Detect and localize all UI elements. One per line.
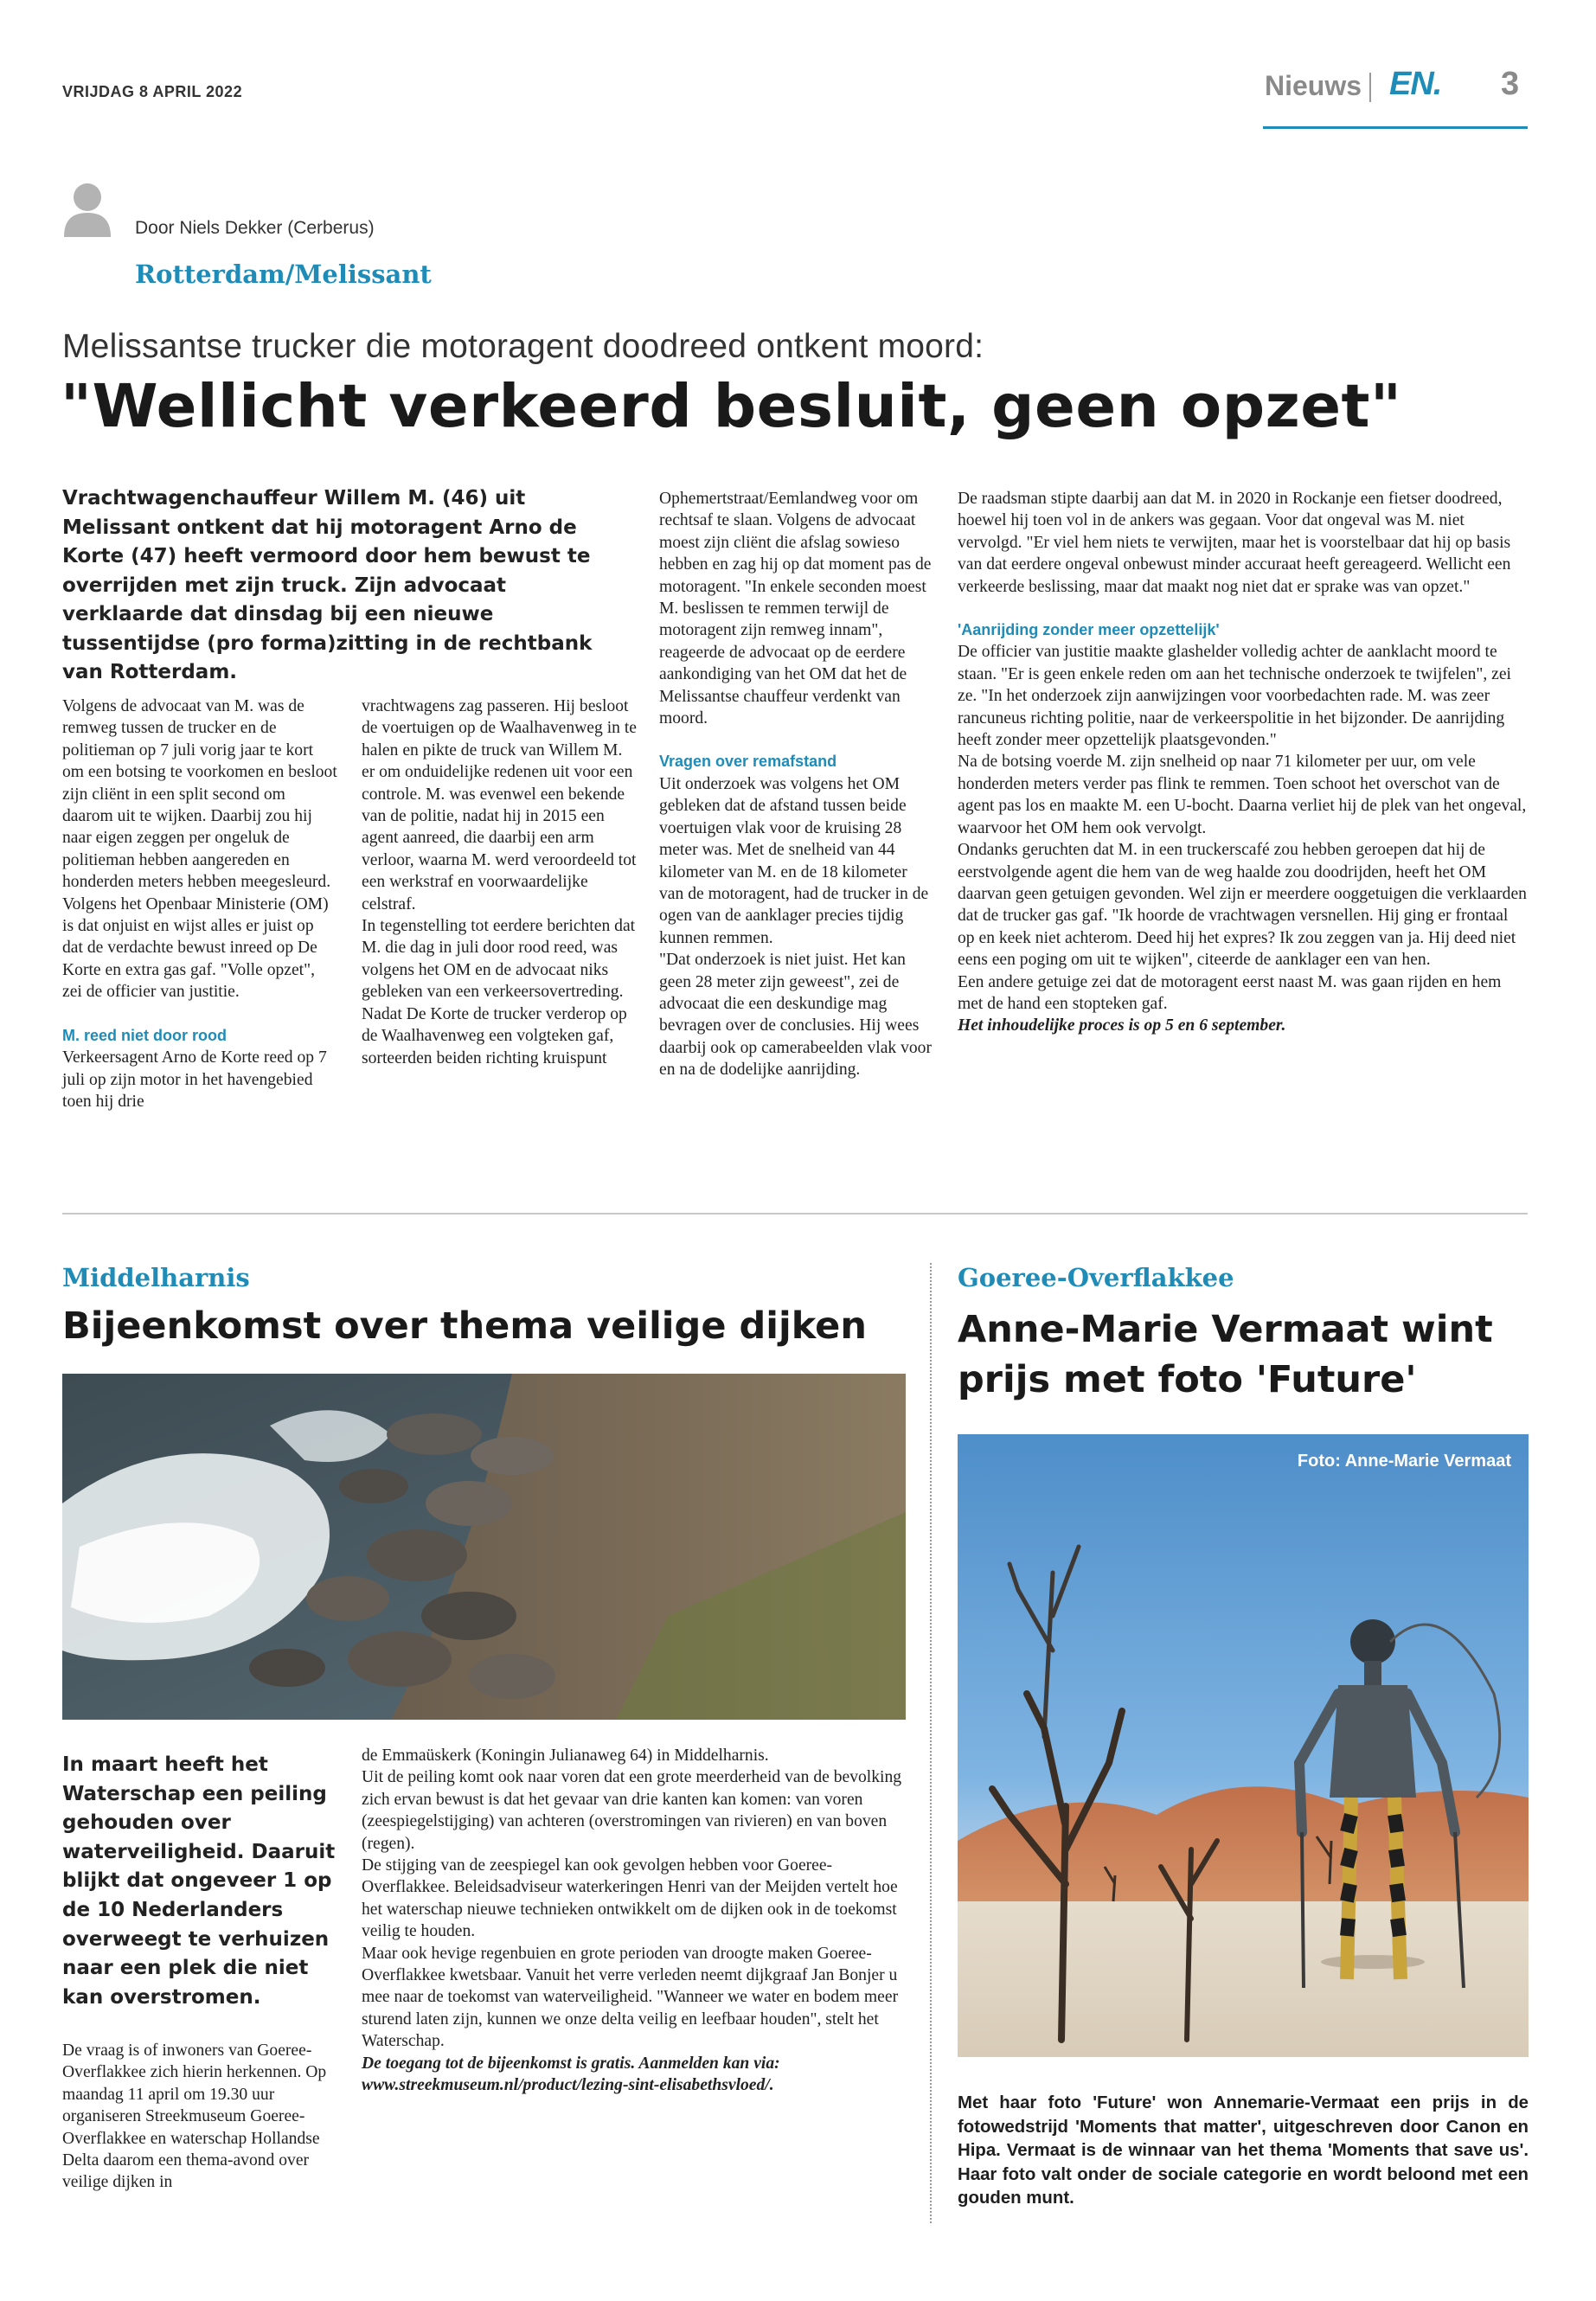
photo-credit: Foto: Anne-Marie Vermaat bbox=[1297, 1452, 1511, 1471]
article-column-3 bbox=[659, 488, 934, 1081]
section-divider-rule bbox=[62, 1213, 1528, 1215]
author-byline: Door Niels Dekker (Cerberus) bbox=[135, 218, 375, 238]
paragraph: vrachtwagens zag passeren. Hij besloot de voertuigen op de Waalhavenweg in te halen en pikte de truck van Willem M. er om onduidelijke redenen uit voor een controle. M. was evenwel een bekende van de politie, nadat hij in 2015 een agent aanreed, die daarbij een arm verloor, waarna M. werd veroordeeld tot een werkstraf en voorwaardelijke celstraf. bbox=[362, 697, 637, 913]
paragraph: Uit de peiling komt ook naar voren dat een grote meerderheid van de bevolking zich ervan bewust is dat het gevaar van drie kanten kan komen: van voren (zeespiegelstijging) van achteren (overstromingen van rivieren) en van boven (regen). bbox=[362, 1768, 902, 1853]
foto-headline bbox=[958, 1304, 1493, 1405]
foto-headline-line-1: Anne-Marie Vermaat wint bbox=[958, 1308, 1493, 1351]
paragraph: De officier van justitie maakte glashelder volledig achter de aanklacht moord te staan. "Er is geen enkele reden om aan het technische onderzoek te twijfelen", zei ze. "In het onderzoek zijn aanwijzingen voor voorbedachten rade. M. was zeer rancuneus richting politie, naar de verkeerspolitie in het bijzonder. De aanrijding heeft zonder meer opzettelijk plaatsgevonden." bbox=[958, 643, 1511, 750]
brand-logo: EN. bbox=[1389, 66, 1442, 102]
dijken-column-2 bbox=[362, 1745, 907, 2097]
photo-caption: Met haar foto 'Future' won Annemarie-Vermaat een prijs in de fotowedstrijd 'Moments that matter', uitgeschreven door Canon en Hipa. Vermaat is de winnaar van het thema 'Moments that save us'. Haar foto valt onder de sociale categorie en wordt beloond met een gouden munt. bbox=[958, 2093, 1529, 2208]
subheading: Vragen over remafstand bbox=[659, 753, 837, 771]
closing-note[interactable]: De toegang tot de bijeenkomst is gratis. Aanmelden kan via: www.streekmuseum.nl/product/lezing-sint-elisabethsvloed/. bbox=[362, 2054, 780, 2095]
article-kicker: Melissantse trucker die motoragent doodreed ontkent moord: bbox=[62, 328, 984, 365]
foto-location: Goeree-Overflakkee bbox=[958, 1263, 1234, 1292]
column-divider-dotted bbox=[930, 1263, 932, 2223]
paragraph: In tegenstelling tot eerdere berichten dat M. die dag in juli door rood reed, was volgens het OM en de advocaat niks gebleken van een verkeersovertreding. bbox=[362, 917, 636, 1002]
dijken-column-1 bbox=[62, 2040, 337, 2194]
paragraph: Uit onderzoek was volgens het OM gebleken dat de afstand tussen beide voertuigen vlak voor de kruising 28 meter was. Met de snelheid van 44 kilometer van M. en de 18 kilometer van de motoragent, had de trucker in de ogen van de aanklager precies tijdig kunnen remmen. bbox=[659, 774, 929, 947]
author-avatar bbox=[62, 180, 112, 237]
paragraph: Volgens de advocaat van M. was de remweg tussen de trucker en de politieman op 7 juli vorig jaar te kort om een botsing te voorkomen en besloot zijn cliënt in een split second om daarom uit te wijken. Daarbij zou hij naar eigen zeggen per ongeluk de politieman hebben aangereden en honderden meters hebben meegesleurd. bbox=[62, 697, 337, 892]
paragraph: Volgens het Openbaar Ministerie (OM) is dat onjuist en wijst alles er juist op dat de verdachte bewust inreed op De Korte en extra gas gaf. "Volle opzet", zei de officier van justitie. bbox=[62, 894, 329, 1002]
dike-photo bbox=[62, 1374, 906, 1720]
dike-photo-image bbox=[62, 1374, 906, 1720]
paragraph: Nadat De Korte de trucker verderop op de Waalhavenweg een volgteken gaf, sorteerden beiden richting kruispunt bbox=[362, 1004, 627, 1067]
closing-note: Het inhoudelijke proces is op 5 en 6 september. bbox=[958, 1016, 1286, 1035]
article-headline: "Wellicht verkeerd besluit, geen opzet" bbox=[61, 372, 1402, 441]
paragraph: de Emmaüskerk (Koningin Julianaweg 64) in Middelharnis. bbox=[362, 1747, 769, 1765]
paragraph: Maar ook hevige regenbuien en grote perioden van droogte maken Goeree-Overflakkee kwetsbaar. Vanuit het verre verleden neemt dijkgraaf Jan Bonjer u mee naar de toekomst van waterveiligheid. "Wanneer we water en bodem meer sturend laten zijn, kunnen we onze delta veilig en leefbaar houden", stelt het Waterschap. bbox=[362, 1944, 899, 2051]
article-column-2 bbox=[362, 695, 637, 1069]
foto-headline-line-2: prijs met foto 'Future' bbox=[958, 1358, 1417, 1401]
section-label: Nieuws bbox=[1265, 70, 1362, 101]
article-column-1 bbox=[62, 695, 337, 1112]
dijken-lead: In maart heeft het Waterschap een peiling gehouden over waterveiligheid. Daaruit blijkt dat ongeveer 1 op de 10 Nederlanders overweegt te verhuizen naar een plek die niet kan overstromen. bbox=[62, 1753, 336, 2009]
header-rule bbox=[1263, 126, 1528, 129]
person-icon bbox=[62, 180, 112, 237]
subheading: 'Aanrijding zonder meer opzettelijk' bbox=[958, 621, 1220, 639]
section-divider bbox=[1369, 73, 1371, 102]
article-lead: Vrachtwagenchauffeur Willem M. (46) uit Melissant ontkent dat hij motoragent Arno de Korte (47) heeft vermoord door hem bewust te overrijden met zijn truck. Zijn advocaat verklaarde dat dinsdag bij een nieuwe tussentijdse (pro forma)zitting in de rechtbank van Rotterdam. bbox=[62, 487, 593, 683]
page-date: VRIJDAG 8 APRIL 2022 bbox=[62, 83, 243, 100]
future-photo bbox=[958, 1434, 1529, 2057]
paragraph: De raadsman stipte daarbij aan dat M. in 2020 in Rockanje een fietser doodreed, hoewel hij toen vol in de ankers was gegaan. Voor dat ongeval was M. niet vervolgd. "Er viel hem niets te verwijten, maar het is voorstelbaar dat hij op basis van dat eerdere ongeval onbewust minder accuraat heeft gereageerd. Wellicht een verkeerde beslissing, maar dat maakt nog niet dat er sprake was van opzet." bbox=[958, 490, 1511, 596]
article-column-4 bbox=[958, 488, 1529, 1037]
paragraph: De stijging van de zeespiegel kan ook gevolgen hebben voor Goeree-Overflakkee. Beleidsadviseur waterkeringen Henri van der Meijden vertelt hoe het waterschap nieuwe technieken ontwikkelt om de dijken ook in de toekomst veilig te houden. bbox=[362, 1856, 898, 1941]
paragraph: De vraag is of inwoners van Goeree-Overflakkee zich hierin herkennen. Op maandag 11 april om 19.30 uur organiseren Streekmuseum Goeree-Overflakkee en waterschap Hollandse Delta daarom een thema-avond over veilige dijken in bbox=[62, 2041, 327, 2192]
paragraph: Een andere getuige zei dat de motoragent eerst naast M. was gaan rijden en hem met de hand een stopteken gaf. bbox=[958, 972, 1502, 1013]
dijken-location: Middelharnis bbox=[62, 1263, 250, 1292]
page-number: 3 bbox=[1501, 66, 1520, 102]
paragraph: Verkeersagent Arno de Korte reed op 7 juli op zijn motor in het havengebied toen hij drie bbox=[62, 1048, 327, 1111]
paragraph: Ondanks geruchten dat M. in een truckerscafé zou hebben geroepen dat hij de eerstvolgende agent die hem van de weg haalde zou doodrijden, heeft het OM daarvan geen getuigen gevonden. Wel zijn er meerdere ooggetuigen die verklaarden dat de trucker gas gaf. "Ik hoorde de vrachtwagen versnellen. Hij ging er frontaal op en keek niet achterom. Deed hij het expres? Ik zou zeggen van ja. Hij deed niet eens een poging om uit te wijken", citeerde de aanklager een van hen. bbox=[958, 841, 1527, 970]
dijken-headline: Bijeenkomst over thema veilige dijken bbox=[62, 1304, 867, 1348]
future-photo-image bbox=[958, 1434, 1529, 2057]
paragraph: Na de botsing voerde M. zijn snelheid op naar 71 kilometer per uur, om vele honderden meters verder pas flink te remmen. Toen schoot het overschot van de agent pas los en maakte M. een U-bocht. Daarna verliet hij de plek van het ongeval, waarvoor het OM hem ook vervolgt. bbox=[958, 753, 1527, 837]
subheading: M. reed niet door rood bbox=[62, 1026, 228, 1044]
paragraph: "Dat onderzoek is niet juist. Het kan geen 28 meter zijn geweest", zei de advocaat die een deskundige mag bevragen over de conclusies. Hij wees daarbij ook op camerabeelden vlak voor en na de dodelijke aanrijding. bbox=[659, 951, 933, 1080]
paragraph: Ophemertstraat/Eemlandweg voor om rechtsaf te slaan. Volgens de advocaat moest zijn cliënt die afslag sowieso hebben en zag hij op dat moment pas de motoragent. "In enkele seconden moest M. beslissen te remmen terwijl de motoragent zijn remweg innam", reageerde de advocaat op de eerdere aankondiging van het OM dat het de Melissantse chauffeur verdenkt van moord. bbox=[659, 490, 932, 728]
article-location: Rotterdam/Melissant bbox=[135, 260, 432, 289]
